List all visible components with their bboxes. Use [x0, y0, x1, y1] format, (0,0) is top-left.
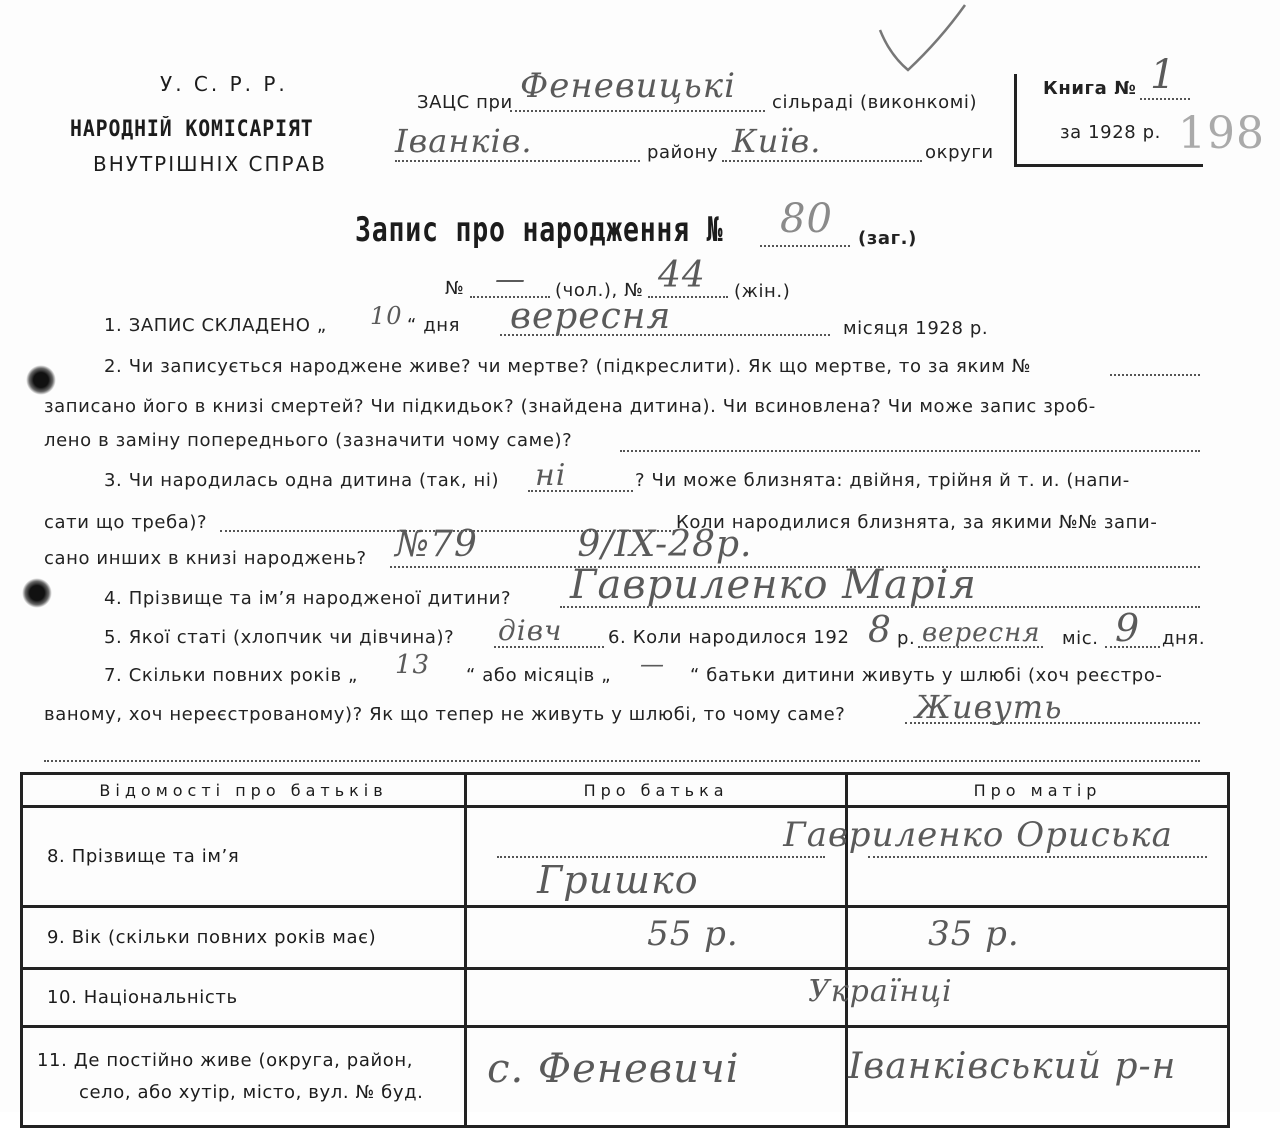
item5-label: 5. Якої статі (хлопчик чи дівчина)? — [104, 627, 455, 648]
table-header: Відомості про батьків — [22, 774, 466, 807]
village-line — [510, 110, 765, 112]
item6-day-handwritten: 9 — [1115, 606, 1141, 650]
okruha-handwritten: Київ. — [732, 122, 822, 160]
item1-day-suffix: “ дня — [407, 315, 461, 336]
father-cell — [466, 969, 847, 1027]
table-row — [22, 807, 1229, 907]
book-number-handwritten: 1 — [1150, 52, 1177, 98]
item6-year-handwritten: 8 — [868, 610, 892, 651]
male-suffix: (чол.), № — [555, 280, 644, 301]
father-address-handwritten: с. Феневичі — [487, 1046, 740, 1092]
item2-reason-line — [620, 450, 1200, 452]
female-suffix: (жін.) — [734, 281, 791, 302]
commissariat-label: НАРОДНІЙ КОМІСАРІЯТ — [70, 117, 314, 142]
okruha-line — [722, 160, 922, 162]
item6-label: 6. Коли народилося 192 — [608, 627, 850, 648]
nationality-handwritten: Українці — [808, 974, 953, 1009]
mother-name-handwritten: Гавриленко Ориська — [783, 815, 1173, 855]
item7-answer-handwritten: Живуть — [915, 688, 1063, 726]
item7-extra-line — [44, 760, 1200, 762]
row-label-line2: село, або хутір, місто, вул. № буд. — [79, 1081, 424, 1103]
item2-line1: 2. Чи записується народжене живе? чи мертве? (підкреслити). Як що мертве, то за яким № — [104, 356, 1032, 377]
village-suffix: сільраді (виконкомі) — [772, 92, 978, 113]
record-title: Запис про народження № — [355, 210, 724, 250]
mother-cell — [783, 807, 1229, 907]
district-line — [395, 160, 640, 162]
republic-label: У. С. Р. Р. — [160, 72, 288, 96]
okruha-label: округи — [925, 142, 994, 163]
item1-suffix: місяця 1928 р. — [843, 318, 989, 339]
item4-label: 4. Прізвище та ім’я народженої дитини? — [104, 588, 512, 609]
item3-answer-handwritten: ні — [535, 458, 567, 493]
father-cell — [466, 907, 847, 969]
table-header-row — [22, 774, 1229, 807]
item7-months-handwritten: — — [640, 650, 665, 678]
parents-table — [20, 772, 1230, 1128]
item7-line2: ваному, хоч нереєстрованому)? Як що тепер не живуть у шлюбі, то чому саме? — [44, 704, 846, 725]
male-number-handwritten: — — [495, 262, 526, 297]
table-row — [22, 969, 1229, 1027]
item3-line1-prefix: 3. Чи народилась одна дитина (так, ні) — [104, 470, 500, 491]
item5-value-handwritten: дівч — [498, 614, 563, 647]
item1-day-handwritten: 10 — [370, 302, 403, 330]
mother-address-handwritten: Іванківський р-н — [848, 1046, 1177, 1087]
book-number-line — [1140, 98, 1190, 100]
father-name-handwritten: Гришко — [537, 858, 699, 902]
department-label: ВНУТРІШНІХ СПРАВ — [93, 152, 327, 176]
item7-years-handwritten: 13 — [395, 650, 431, 680]
book-year: за 1928 р. — [1060, 122, 1162, 143]
ink-blot — [26, 365, 56, 395]
margin-note: 198 — [1178, 108, 1265, 159]
item3-line1-suffix: ? Чи може близнята: двійня, трійня й т. и. (напи- — [635, 470, 1130, 491]
record-number-line — [760, 245, 850, 247]
father-age-handwritten: 55 р. — [647, 914, 739, 954]
table-header: Про батька — [466, 774, 847, 807]
item3-line3-prefix: сано инших в книзі народжень? — [44, 548, 367, 569]
record-number-handwritten: 80 — [780, 196, 833, 242]
item1-month-handwritten: вересня — [510, 296, 672, 337]
mother-cell — [847, 907, 1229, 969]
item3-line2-suffix: Коли народилися близнята, за якими №№ запи- — [676, 512, 1158, 533]
record-suffix: (заг.) — [858, 228, 917, 249]
check-mark-icon — [870, 0, 980, 80]
item6-mis-label: міс. — [1062, 628, 1099, 649]
item7-mid: “ або місяців „ — [466, 665, 612, 686]
row-label: 8. Прізвище та ім’я — [22, 807, 466, 907]
district-label: району — [647, 142, 719, 163]
item4-value-handwritten: Гавриленко Марія — [570, 562, 977, 608]
mother-age-handwritten: 35 р. — [928, 914, 1020, 954]
row-label-line1: 11. Де постійно живе (округа, район, — [37, 1049, 414, 1071]
row-label: 9. Вік (скільки повних років має) — [22, 907, 466, 969]
item6-month-handwritten: вересня — [922, 618, 1041, 648]
mother-cell — [808, 969, 1229, 1027]
item3-twins-handwritten: №79 9/IX-28р. — [395, 524, 753, 565]
table-header: Про матір — [847, 774, 1229, 807]
book-label: Книга № — [1043, 78, 1137, 99]
item2-line3: лено в заміну попереднього (зазначити чому саме)? — [44, 430, 573, 451]
item6-day-label: дня. — [1162, 628, 1206, 649]
item1-prefix: 1. ЗАПИС СКЛАДЕНО „ — [104, 315, 327, 336]
village-handwritten: Феневицькі — [520, 66, 736, 106]
table-row — [22, 907, 1229, 969]
zats-prefix: ЗАЦС при — [417, 92, 513, 113]
item3-line2-prefix: сати що треба)? — [44, 512, 208, 533]
ink-blot — [22, 578, 52, 608]
item7-prefix: 7. Скільки повних років „ — [104, 665, 358, 686]
no-label: № — [445, 278, 465, 299]
row-label: 10. Національність — [22, 969, 466, 1027]
item6-r-label: р. — [897, 628, 916, 649]
district-handwritten: Іванків. — [395, 122, 533, 160]
item2-number-line — [1110, 374, 1200, 376]
item7-suffix: “ батьки дитини живуть у шлюбі (хоч реєстро- — [690, 665, 1163, 686]
female-number-handwritten: 44 — [658, 255, 706, 296]
item2-line2: записано його в книзі смертей? Чи підкидьок? (знайдена дитина). Чи всиновлена? Чи може запис зроб- — [44, 396, 1096, 417]
